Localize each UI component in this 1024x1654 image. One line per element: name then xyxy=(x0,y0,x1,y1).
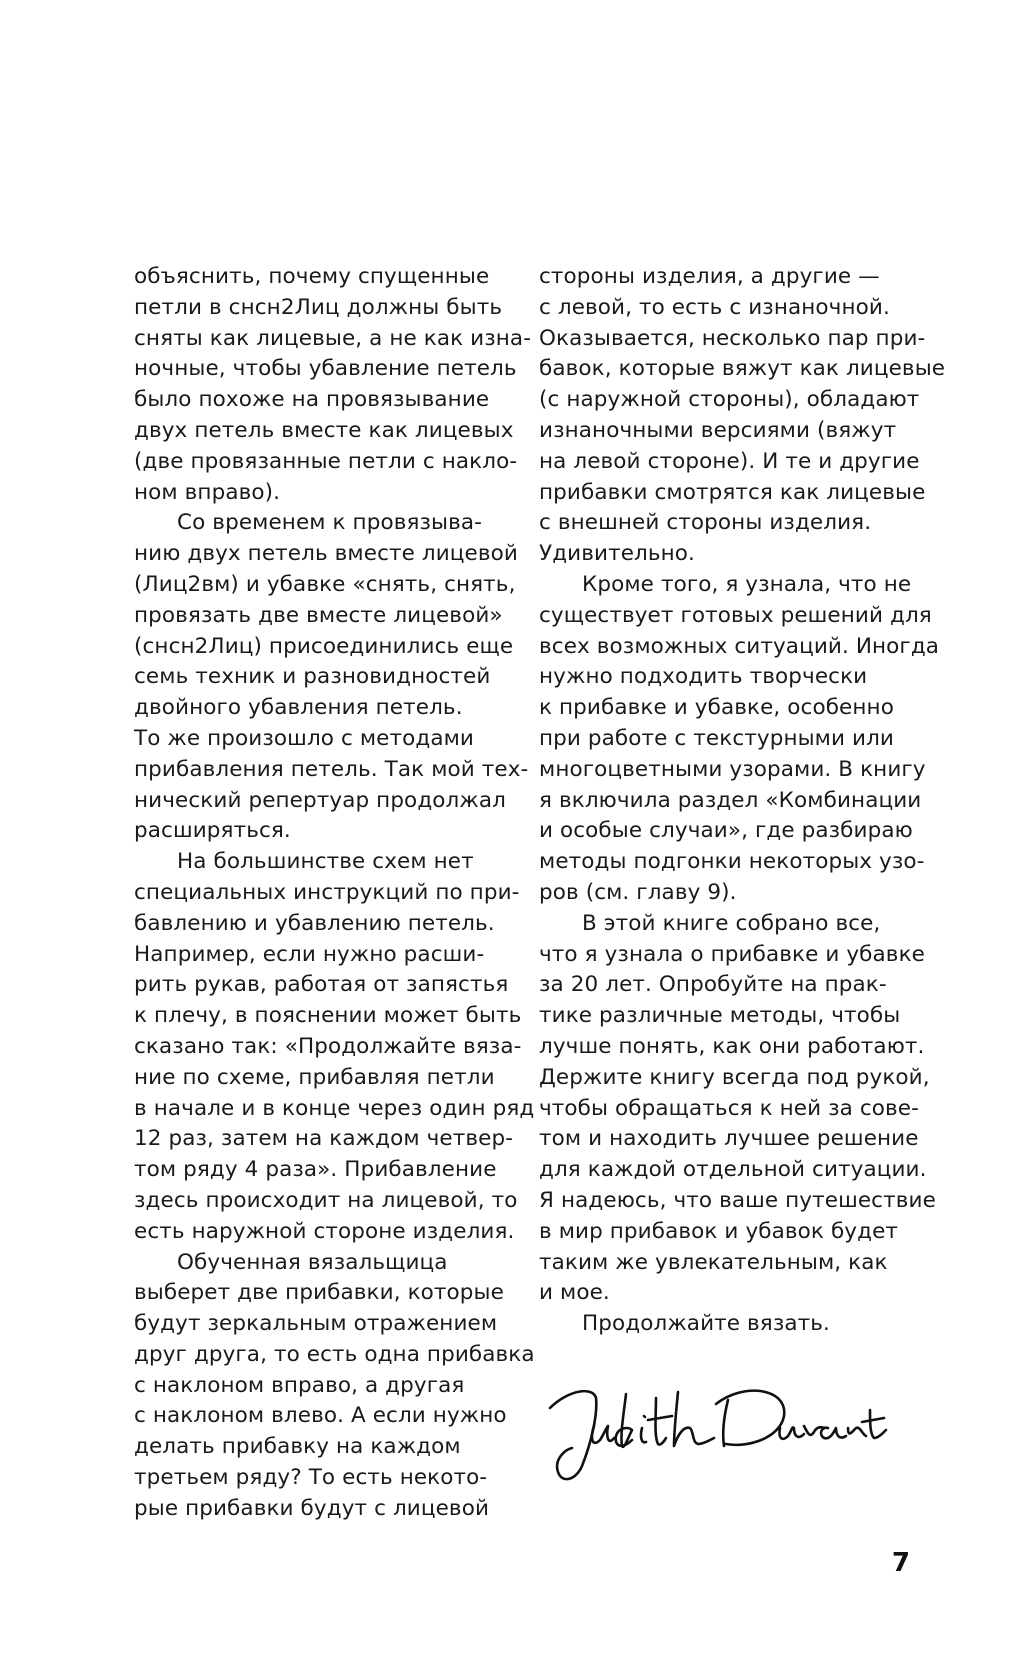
text-line: изнаночными версиями (вяжут xyxy=(539,417,897,443)
right-column xyxy=(539,262,946,1340)
text-line: что я узнала о прибавке и убавке xyxy=(539,941,925,967)
text-line: Держите книгу всегда под рукой, xyxy=(539,1064,930,1090)
text-line: Я надеюсь, что ваше путешествие xyxy=(539,1187,936,1213)
text-line: чтобы обращаться к ней за сове- xyxy=(539,1095,919,1121)
text-line: многоцветными узорами. В книгу xyxy=(539,756,926,782)
paragraph-start-line: На большинстве схем нет xyxy=(177,849,474,875)
text-line: в мир прибавок и убавок будет xyxy=(539,1218,899,1244)
handwritten-signature xyxy=(548,1376,888,1486)
text-line: двойного убавления петель. xyxy=(134,695,463,721)
text-line: 12 раз, затем на каждом четвер- xyxy=(134,1126,514,1152)
text-line: было похоже на провязывание xyxy=(134,387,490,413)
text-line: с наклоном влево. А если нужно xyxy=(134,1403,507,1429)
text-line: на левой стороне). И те и другие xyxy=(539,448,920,474)
text-line: Например, если нужно расши- xyxy=(134,941,485,967)
text-line: нужно подходить творчески xyxy=(539,664,868,690)
text-line: и особые случаи», где разбираю xyxy=(539,818,913,844)
text-line: всех возможных ситуаций. Иногда xyxy=(539,633,940,659)
text-line: Удивительно. xyxy=(539,541,695,567)
text-line: сняты как лицевые, а не как изна- xyxy=(134,325,532,351)
text-line: (Лиц2вм) и убавке «снять, снять, xyxy=(134,571,516,597)
paragraph-start-line: Продолжайте вязать. xyxy=(582,1311,830,1337)
text-line: к прибавке и убавке, особенно xyxy=(539,695,894,721)
paragraph-start-line: Со временем к провязыва- xyxy=(177,510,483,536)
text-line: выберет две прибавки, которые xyxy=(134,1280,504,1306)
text-line: двух петель вместе как лицевых xyxy=(134,417,514,443)
text-line: петли в снсн2Лиц должны быть xyxy=(134,294,503,320)
text-line: нический репертуар продолжал xyxy=(134,787,506,813)
text-line: есть наружной стороне изделия. xyxy=(134,1218,515,1244)
text-line: к плечу, в пояснении может быть xyxy=(134,1003,522,1029)
text-line: ров (см. главу 9). xyxy=(539,879,737,905)
paragraph-start-line: В этой книге собрано все, xyxy=(582,910,881,936)
text-line: Оказывается, несколько пар при- xyxy=(539,325,926,351)
text-line: ние по схеме, прибавляя петли xyxy=(134,1064,495,1090)
text-line: бавок, которые вяжут как лицевые xyxy=(539,356,946,382)
text-line: рые прибавки будут с лицевой xyxy=(134,1495,490,1521)
text-line: объяснить, почему спущенные xyxy=(134,264,490,289)
text-line: том и находить лучшее решение xyxy=(539,1126,919,1152)
text-line: я включила раздел «Комбинации xyxy=(539,787,922,813)
text-line: прибавления петель. Так мой тех- xyxy=(134,756,529,782)
signature-icon xyxy=(548,1376,888,1486)
text-line: делать прибавку на каждом xyxy=(134,1434,461,1460)
text-line: том ряду 4 раза». Прибавление xyxy=(134,1157,497,1183)
text-line: для каждой отдельной ситуации. xyxy=(539,1157,927,1183)
page-number: 7 xyxy=(891,1548,910,1578)
text-line: тике различные методы, чтобы xyxy=(539,1003,901,1029)
text-line: друг друга, то есть одна прибавка xyxy=(134,1341,535,1367)
text-line: таким же увлекательным, как xyxy=(539,1249,888,1275)
text-line: и мое. xyxy=(539,1280,610,1306)
text-line: при работе с текстурными или xyxy=(539,725,894,751)
left-column xyxy=(134,262,535,1525)
text-line: сказано так: «Продолжайте вяза- xyxy=(134,1033,522,1059)
text-line: лучше понять, как они работают. xyxy=(539,1033,925,1059)
text-line: рить рукав, работая от запястья xyxy=(134,972,509,998)
text-line: (две провязанные петли с накло- xyxy=(134,448,518,474)
text-line: существует готовых решений для xyxy=(539,602,932,628)
text-line: будут зеркальным отражением xyxy=(134,1311,498,1337)
paragraph-start-line: Обученная вязальщица xyxy=(177,1249,448,1275)
text-line: прибавки смотрятся как лицевые xyxy=(539,479,926,505)
text-line: за 20 лет. Опробуйте на прак- xyxy=(539,972,887,998)
text-line: (с наружной стороны), обладают xyxy=(539,387,920,413)
text-line: ном вправо). xyxy=(134,479,281,505)
text-line: То же произошло с методами xyxy=(134,725,474,751)
text-line: третьем ряду? То есть некото- xyxy=(134,1465,488,1491)
text-line: с левой, то есть с изнаночной. xyxy=(539,294,890,320)
text-line: расширяться. xyxy=(134,818,291,844)
text-line: в начале и в конце через один ряд xyxy=(134,1095,535,1121)
text-line: нию двух петель вместе лицевой xyxy=(134,541,518,567)
text-line: с наклоном вправо, а другая xyxy=(134,1372,465,1398)
text-line: методы подгонки некоторых узо- xyxy=(539,849,925,875)
text-line: здесь происходит на лицевой, то xyxy=(134,1187,518,1213)
text-line: с внешней стороны изделия. xyxy=(539,510,872,536)
text-line: ночные, чтобы убавление петель xyxy=(134,356,517,382)
text-line: провязать две вместе лицевой» xyxy=(134,602,503,628)
text-line: семь техник и разновидностей xyxy=(134,664,491,690)
paragraph-start-line: Кроме того, я узнала, что не xyxy=(582,571,912,597)
text-line: специальных инструкций по при- xyxy=(134,879,520,905)
text-line: бавлению и убавлению петель. xyxy=(134,910,495,936)
text-line: (снсн2Лиц) присоединились еще xyxy=(134,633,514,659)
text-line: стороны изделия, а другие — xyxy=(539,264,880,289)
